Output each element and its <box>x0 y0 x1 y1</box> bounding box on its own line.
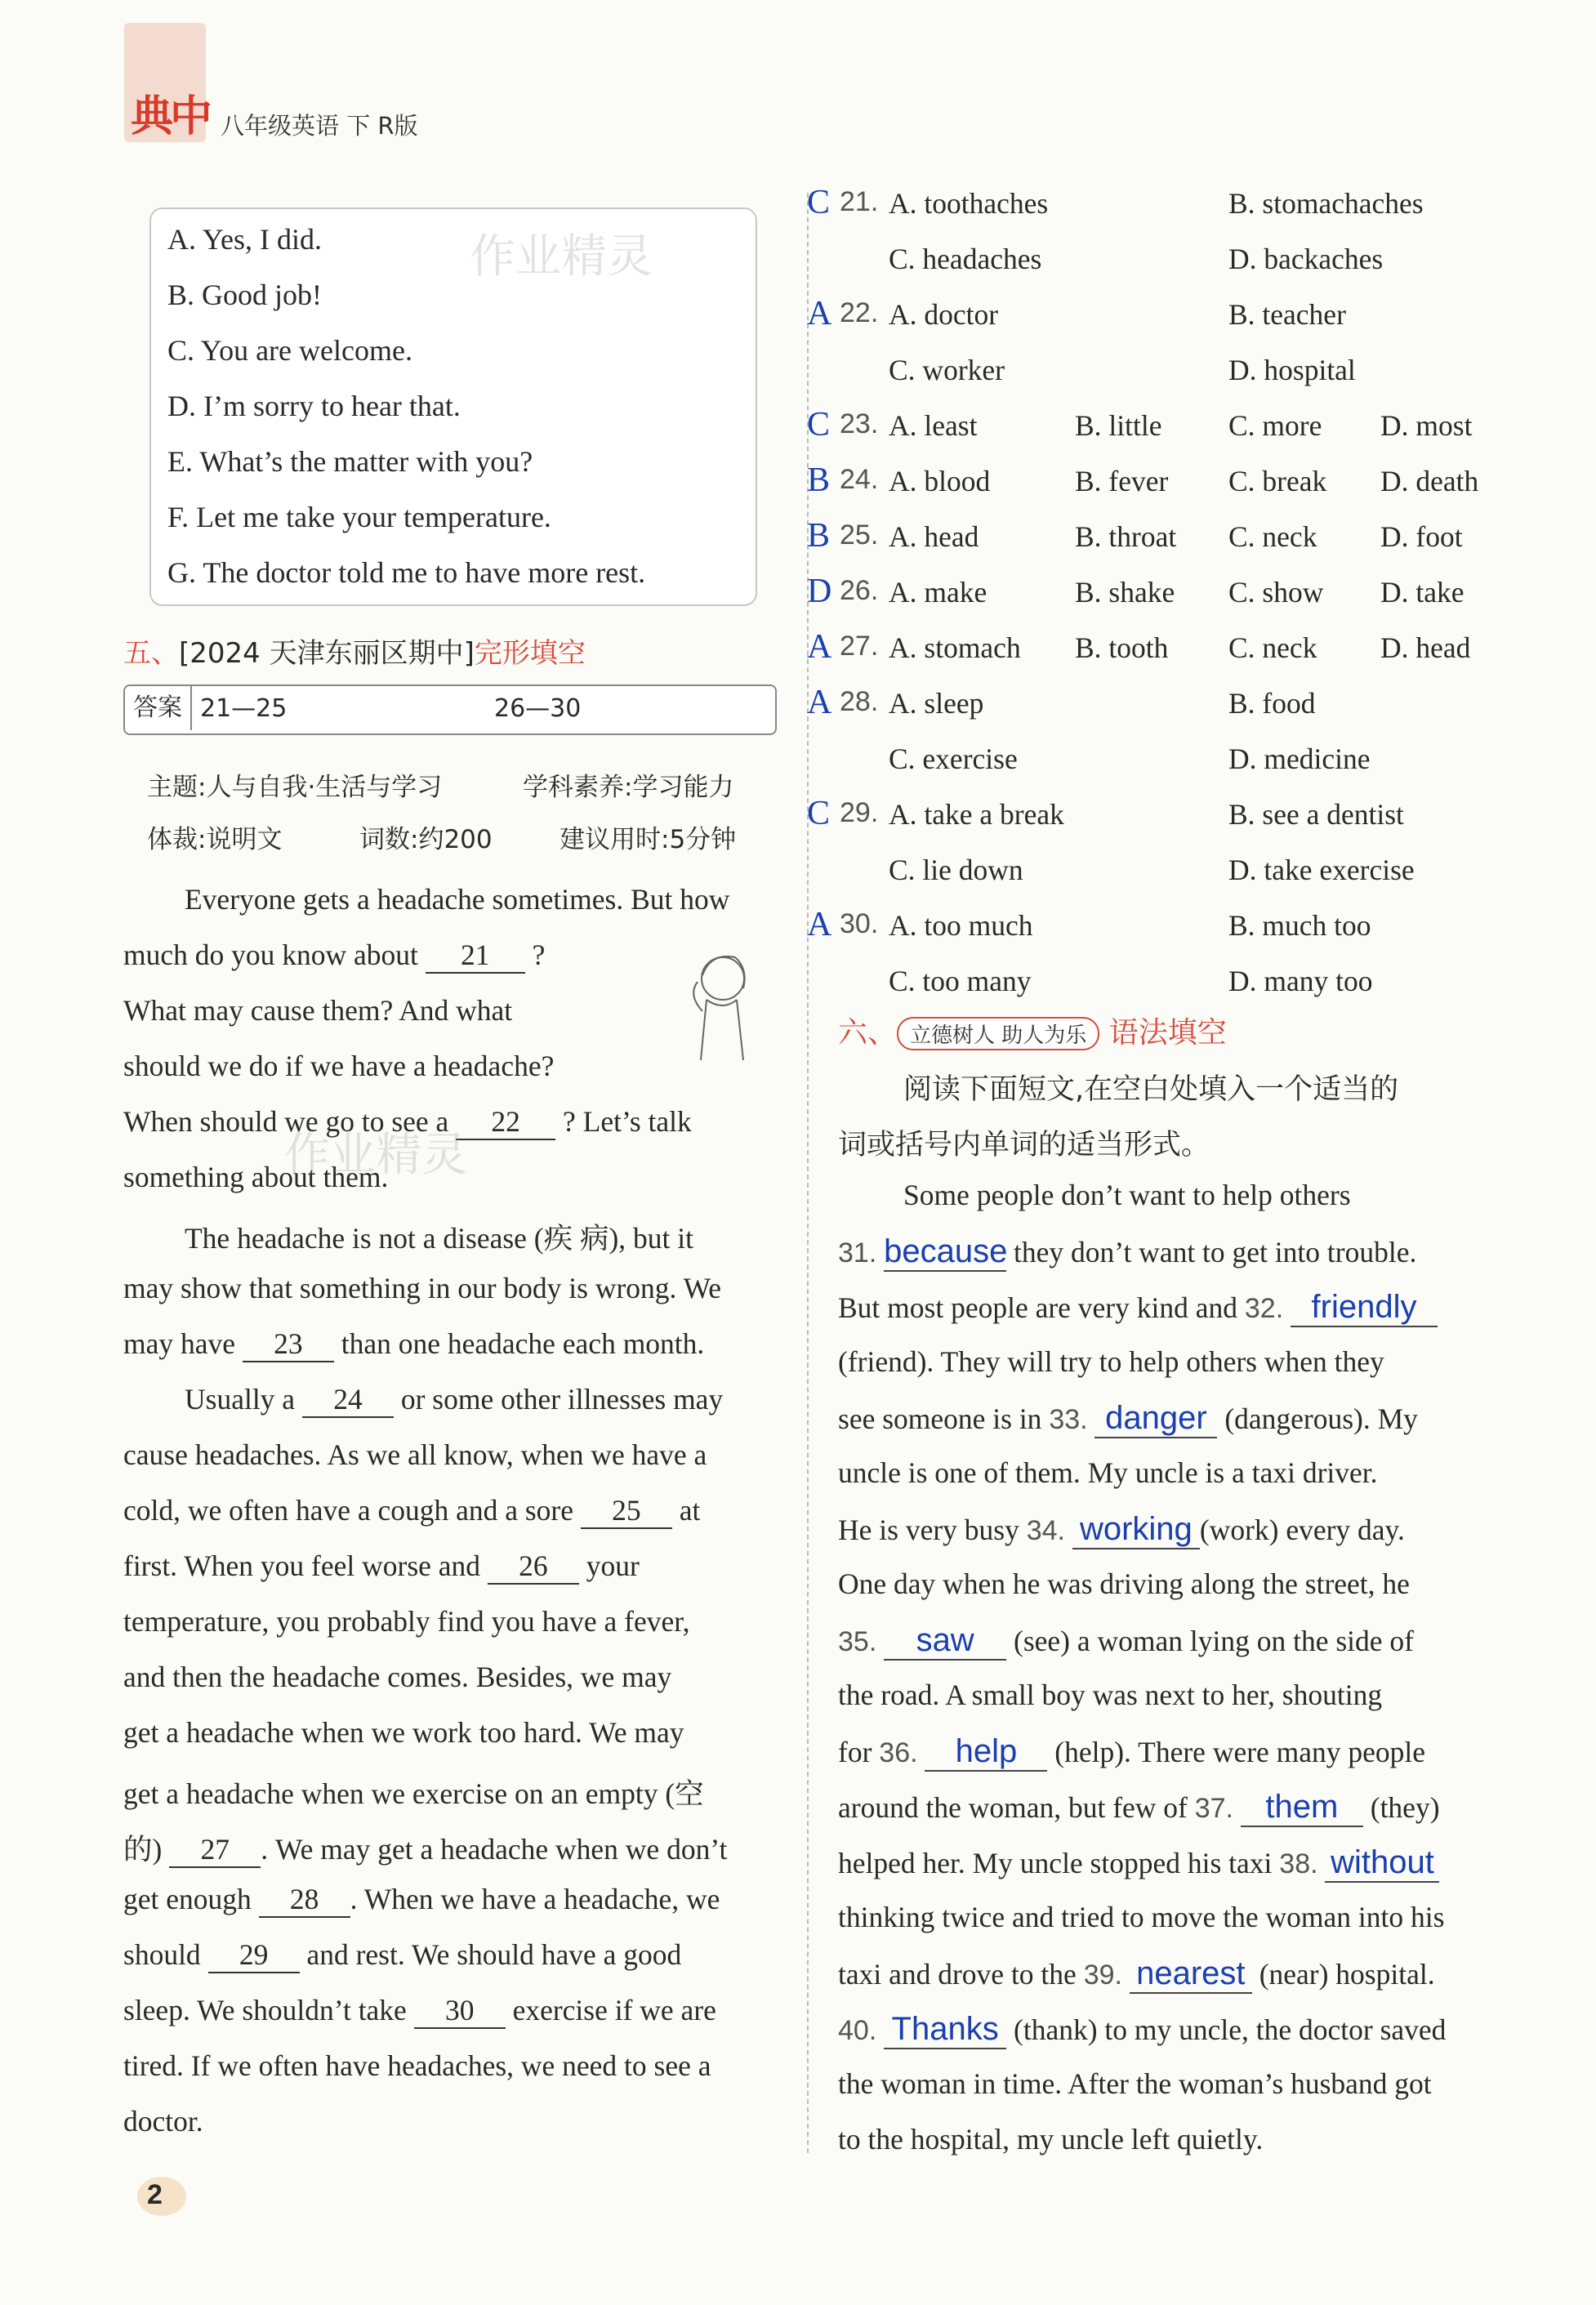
logo: 典中 <box>131 92 210 141</box>
question-number: 23. <box>840 408 879 439</box>
choice-d: D. hospital <box>1228 354 1356 386</box>
answer-mark-23: C <box>807 406 831 444</box>
option-c: C. You are welcome. <box>167 334 412 367</box>
choice-c: C. too many <box>889 965 1032 997</box>
choice-a: A. sleep <box>889 687 984 720</box>
passage-line: something about them. <box>123 1161 389 1193</box>
grammar-line: the woman in time. After the woman’s husband got <box>838 2067 1432 2100</box>
blank-26: 26 <box>488 1549 579 1585</box>
grammar-line: He is very busy 34. working (work) every day. <box>838 1511 1405 1549</box>
grammar-line: taxi and drove to the 39. nearest (near) hospital. <box>838 1955 1435 1994</box>
passage-line: much do you know about 21 ? <box>123 938 545 974</box>
answer-36: help <box>925 1733 1047 1772</box>
answer-mark-27: A <box>807 628 832 666</box>
blank-25: 25 <box>581 1493 672 1529</box>
answer-40: Thanks <box>884 2011 1006 2049</box>
grammar-line: uncle is one of them. My uncle is a taxi driver. <box>838 1456 1378 1489</box>
book-title: 八年级英语 下 R版 <box>221 112 418 140</box>
choice-a: A. take a break <box>889 798 1064 831</box>
answer-mark-24: B <box>807 461 831 499</box>
instruction: 阅读下面短文,在空白处填入一个适当的 <box>903 1073 1399 1106</box>
choice-a: A. make <box>889 576 987 609</box>
option-a: A. Yes, I did. <box>167 223 323 256</box>
choice-b: B. much too <box>1228 909 1371 942</box>
passage-line: should we do if we have a headache? <box>123 1050 555 1082</box>
passage-line: The headache is not a disease (疾 病), but it <box>185 1222 694 1255</box>
option-b: B. Good job! <box>167 279 322 311</box>
passage-line: may show that something in our body is wrong. We <box>123 1272 722 1304</box>
choice-d: D. many too <box>1228 965 1373 997</box>
answer-35: saw <box>884 1622 1006 1661</box>
section5-title: 完形填空 <box>474 637 586 670</box>
passage-line: may have 23 than one headache each month. <box>123 1326 704 1362</box>
section6-title: 语法填空 <box>1108 1016 1227 1050</box>
grammar-line: But most people are very kind and 32. friendly <box>838 1289 1438 1327</box>
question-number: 24. <box>840 464 879 495</box>
meta-literacy: 学科素养:学习能力 <box>523 773 734 802</box>
choice-a: A. blood <box>889 465 991 497</box>
passage-line: get a headache when we work too hard. We may <box>123 1716 684 1749</box>
passage-line: sleep. We shouldn’t take 30 exercise if we are <box>123 1993 716 2029</box>
choice-a: A. toothaches <box>889 187 1049 220</box>
meta-genre: 体裁:说明文 <box>147 825 283 854</box>
answer-mark-22: A <box>807 295 832 332</box>
answer-label: 答案 <box>125 686 192 730</box>
grammar-line: to the hospital, my uncle left quietly. <box>838 2123 1264 2156</box>
option-g: G. The doctor told me to have more rest. <box>167 556 646 589</box>
choice-d: D. take exercise <box>1228 854 1415 886</box>
grammar-line: Some people don’t want to help others <box>903 1179 1351 1211</box>
answer-39: nearest <box>1130 1955 1252 1994</box>
grammar-line: helped her. My uncle stopped his taxi 38. without <box>838 1844 1439 1883</box>
meta-words: 词数:约200 <box>359 825 493 854</box>
grammar-line: thinking twice and tried to move the woman into his <box>838 1901 1445 1933</box>
grammar-line: for 36. help (help). There were many people <box>838 1733 1425 1772</box>
grammar-line: 40. Thanks (thank) to my uncle, the doctor saved <box>838 2011 1446 2049</box>
answer-mark-26: D <box>807 573 832 610</box>
passage-line: Usually a 24 or some other illnesses may <box>185 1382 723 1418</box>
grammar-line: (friend). They will try to help others when they <box>838 1345 1384 1378</box>
section5-number: 五、 <box>123 637 179 670</box>
instruction: 词或括号内单词的适当形式。 <box>838 1129 1210 1161</box>
question-number: 28. <box>840 686 879 717</box>
passage-line: cause headaches. As we all know, when we have a <box>123 1438 707 1471</box>
choice-c: C. show <box>1228 576 1324 609</box>
answer-range-1: 21—25 <box>200 694 288 723</box>
grammar-line: One day when he was driving along the street, he <box>838 1567 1410 1600</box>
blank-27: 27 <box>169 1832 261 1868</box>
meta-time: 建议用时:5分钟 <box>559 825 737 854</box>
answer-33: danger <box>1094 1400 1217 1438</box>
passage-line: get enough 28 . When we have a headache, we <box>123 1882 720 1918</box>
choice-b: B. stomachaches <box>1228 187 1424 220</box>
choice-a: A. head <box>889 520 979 553</box>
passage-line: cold, we often have a cough and a sore 25 at <box>123 1493 700 1529</box>
blank-21: 21 <box>426 938 525 974</box>
girl-illustration <box>678 946 760 1068</box>
choice-a: A. doctor <box>889 298 999 331</box>
question-number: 29. <box>840 797 879 828</box>
section5-source: [2024 天津东丽区期中] <box>179 637 475 670</box>
blank-28: 28 <box>259 1882 350 1918</box>
blank-23: 23 <box>243 1326 334 1362</box>
choice-d: D. take <box>1380 576 1464 609</box>
choice-b: B. little <box>1075 409 1162 442</box>
question-number: 21. <box>840 186 879 217</box>
answer-mark-25: B <box>807 517 831 555</box>
choice-c: C. exercise <box>889 742 1018 775</box>
question-number: 25. <box>840 519 879 551</box>
choice-b: B. throat <box>1075 520 1177 553</box>
answer-32: friendly <box>1291 1289 1438 1327</box>
choice-d: D. foot <box>1380 520 1463 553</box>
answer-range-2: 26—30 <box>494 694 582 723</box>
answer-37: them <box>1241 1789 1363 1827</box>
choice-c: C. break <box>1228 465 1327 497</box>
choice-c: C. headaches <box>889 243 1042 275</box>
option-f: F. Let me take your temperature. <box>167 501 551 533</box>
passage-line: 的) 27 . We may get a headache when we don’t <box>123 1826 727 1868</box>
choice-c: C. more <box>1228 409 1322 442</box>
grammar-line: the road. A small boy was next to her, shouting <box>838 1679 1383 1711</box>
passage-line: tired. If we often have headaches, we need to see a <box>123 2049 711 2082</box>
passage-line: Everyone gets a headache sometimes. But how <box>185 883 730 916</box>
option-e: E. What’s the matter with you? <box>167 445 533 478</box>
passage-line: and then the headache comes. Besides, we may <box>123 1661 672 1693</box>
section6-badge: 立德树人 助人为乐 <box>897 1017 1099 1050</box>
choice-d: D. death <box>1380 465 1479 497</box>
option-d: D. I’m sorry to hear that. <box>167 390 461 422</box>
choice-c: C. neck <box>1228 520 1317 553</box>
choice-b: B. teacher <box>1228 298 1346 331</box>
question-number: 26. <box>840 575 879 606</box>
choice-d: D. medicine <box>1228 742 1371 775</box>
choice-b: B. tooth <box>1075 631 1169 664</box>
choice-a: A. least <box>889 409 978 442</box>
watermark: 作业精灵 <box>470 230 653 283</box>
choice-b: B. shake <box>1075 576 1175 609</box>
blank-22: 22 <box>456 1104 555 1140</box>
choice-a: A. too much <box>889 909 1033 942</box>
passage-line: doctor. <box>123 2105 203 2138</box>
choice-d: D. backaches <box>1228 243 1384 275</box>
grammar-line: around the woman, but few of 37. them (they) <box>838 1789 1440 1827</box>
question-number: 30. <box>840 908 879 939</box>
answer-mark-21: C <box>807 184 831 221</box>
passage-line: What may cause them? And what <box>123 994 513 1027</box>
passage-line: first. When you feel worse and 26 your <box>123 1549 640 1585</box>
meta-topic: 主题:人与自我·生活与学习 <box>147 773 443 802</box>
passage-line: get a headache when we exercise on an empty (空 <box>123 1777 704 1810</box>
choice-d: D. most <box>1380 409 1473 442</box>
question-number: 22. <box>840 297 879 328</box>
answer-mark-28: A <box>807 684 832 721</box>
passage-line: should 29 and rest. We should have a good <box>123 1937 681 1973</box>
choice-c: C. neck <box>1228 631 1317 664</box>
blank-29: 29 <box>208 1937 300 1973</box>
grammar-line: 31. because they don’t want to get into trouble. <box>838 1233 1416 1272</box>
blank-24: 24 <box>302 1382 394 1418</box>
watermark: 作业精灵 <box>284 1129 467 1182</box>
blank-30: 30 <box>414 1993 506 2029</box>
section6-number: 六、 <box>838 1016 898 1050</box>
section6-heading <box>838 1010 1227 1051</box>
choice-b: B. see a dentist <box>1228 798 1404 831</box>
answer-34: working <box>1072 1511 1200 1549</box>
choice-b: B. fever <box>1075 465 1169 497</box>
choice-c: C. lie down <box>889 854 1023 886</box>
answer-mark-30: A <box>807 906 832 943</box>
page-number: 2 <box>147 2179 163 2210</box>
choice-b: B. food <box>1228 687 1316 720</box>
question-number: 27. <box>840 631 879 662</box>
answer-38: without <box>1325 1844 1439 1883</box>
answer-31: because <box>884 1233 1006 1272</box>
section5-heading <box>123 631 586 671</box>
passage-line: When should we go to see a 22 ? Let’s talk <box>123 1104 692 1140</box>
choice-c: C. worker <box>889 354 1005 386</box>
choice-a: A. stomach <box>889 631 1021 664</box>
grammar-line: see someone is in 33. danger (dangerous). My <box>838 1400 1418 1438</box>
choice-d: D. head <box>1380 631 1471 664</box>
answer-mark-29: C <box>807 795 831 832</box>
passage-line: temperature, you probably find you have a fever, <box>123 1605 690 1638</box>
grammar-line: 35. saw (see) a woman lying on the side of <box>838 1622 1414 1661</box>
